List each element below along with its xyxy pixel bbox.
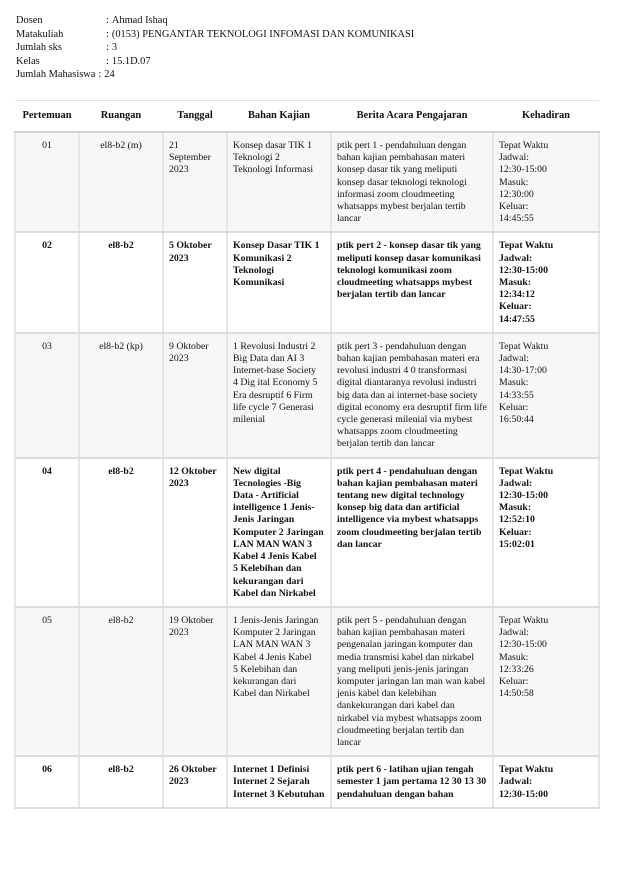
bahan-kajian-cell: 1 Revolusi Industri 2 Big Data dan AI 3 Internet-base Society 4 Dig ital Economy 5 Era desruptif 6 Firm life cycle 7 Generasi milenial (227, 333, 331, 458)
bahan-kajian-cell: Internet 1 Definisi Internet 2 Sejarah Internet 3 Kebutuhan (227, 756, 331, 808)
bahan-kajian-cell: New digital Tecnologies -Big Data - Artificial intelligence 1 Jenis- Jenis Jaringan Komputer 2 Jaringan LAN MAN WAN 3 Kabel 4 Jenis Kabel 5 Kelebihan dan kekurangan dari Kabel dan Nirkabel (227, 458, 331, 607)
tanggal-cell: 5 Oktober 2023 (163, 232, 227, 332)
berita-acara-cell: ptik pert 6 - latihan ujian tengah semester 1 jam pertama 12 30 13 30 pendahuluan dengan bahan (331, 756, 493, 808)
matakuliah-value: (0153) PENGANTAR TEKNOLOGI INFOMASI DAN KOMUNIKASI (111, 28, 415, 40)
berita-acara-cell: ptik pert 3 - pendahuluan dengan bahan kajian pembahasan materi era revolusi industri 4 0 transformasi digital diantaranya revolusi industri big data dan ai internet-base society digital economy era desruptif firm life cycle generasi milenial via mybest whatsapps zoom cloudmeeting berjalan tertib dan lancar (331, 333, 493, 458)
sks-value: 3 (111, 42, 118, 54)
table-row (15, 756, 599, 808)
mahasiswa-row (16, 68, 414, 82)
column-header-tanggal: Tanggal (163, 101, 227, 133)
table-row (15, 607, 599, 756)
bahan-kajian-cell: 1 Jenis-Jenis Jaringan Komputer 2 Jaringan LAN MAN WAN 3 Kabel 4 Jenis Kabel 5 Kelebihan dan kekurangan dari Kabel dan Nirkabel (227, 607, 331, 756)
dosen-row (16, 14, 414, 28)
ruangan-cell: el8-b2 (79, 458, 163, 607)
berita-acara-cell: ptik pert 4 - pendahuluan dengan bahan kajian pembahasan materi tentang new digital technology konsep big data dan artificial intelligence via mybest whatsapps zoom cloudmeeting berjalan tertib dan lancar (331, 458, 493, 607)
kehadiran-cell: Tepat Waktu Jadwal: 12:30-15:00 Masuk: 12:33:26 Keluar: 14:50:58 (493, 607, 599, 756)
mahasiswa-label: Jumlah Mahasiswa (16, 69, 96, 81)
tanggal-cell: 12 Oktober 2023 (163, 458, 227, 607)
separator: : (106, 15, 109, 26)
separator: : (106, 42, 109, 54)
tanggal-cell: 19 Oktober 2023 (163, 607, 227, 756)
kelas-value: 15.1D.07 (111, 55, 151, 67)
column-header-bahan-kajian: Bahan Kajian (227, 101, 331, 133)
ruangan-cell: el8-b2 (79, 232, 163, 332)
berita-acara-cell: ptik pert 5 - pendahuluan dengan bahan kajian pembahasan materi pengenalan jaringan komputer dan media transmisi kabel dan nirkabel yang meliputi jenis-jenis jaringan komputer jaringan lan man wan kabel jenis kabel dan kelebihan dankekurangan dari kabel dan nirkabel via mybest whatsapps zoom cloudmeeting berjalan tertib dan lancar (331, 607, 493, 756)
sks-label: Jumlah sks (16, 42, 62, 54)
tanggal-cell: 9 Oktober 2023 (163, 333, 227, 458)
pertemuan-cell: 03 (15, 333, 79, 458)
mahasiswa-value: 24 (104, 69, 115, 81)
bahan-kajian-cell: Konsep Dasar TIK 1 Komunikasi 2 Teknologi Komunikasi (227, 232, 331, 332)
ruangan-cell: el8-b2 (m) (79, 132, 163, 232)
ruangan-cell: el8-b2 (79, 607, 163, 756)
dosen-value: Ahmad Ishaq (111, 15, 168, 26)
pertemuan-cell: 04 (15, 458, 79, 607)
bahan-kajian-cell: Konsep dasar TIK 1 Teknologi 2 Teknologi Informasi (227, 132, 331, 232)
column-header-ruangan: Ruangan (79, 101, 163, 133)
ruangan-cell: el8-b2 (79, 756, 163, 808)
kehadiran-cell: Tepat Waktu Jadwal: 12:30-15:00 (493, 756, 599, 808)
berita-acara-cell: ptik pert 1 - pendahuluan dengan bahan kajian pembahasan materi konsep dasar tik yang meliputi konsep dasar teknologi teknologi informasi zoom cloudmeeting whatsapps mybest berjalan tertib lancar (331, 132, 493, 232)
column-header-kehadiran: Kehadiran (493, 101, 599, 133)
tanggal-cell: 26 Oktober 2023 (163, 756, 227, 808)
kehadiran-cell: Tepat Waktu Jadwal: 12:30-15:00 Masuk: 12:52:10 Keluar: 15:02:01 (493, 458, 599, 607)
kelas-row (16, 55, 414, 69)
matakuliah-row (16, 28, 414, 42)
table-row (15, 232, 599, 332)
kelas-label: Kelas (16, 55, 40, 67)
column-header-pertemuan: Pertemuan (15, 101, 79, 133)
kehadiran-cell: Tepat Waktu Jadwal: 12:30-15:00 Masuk: 12:30:00 Keluar: 14:45:55 (493, 132, 599, 232)
matakuliah-label: Matakuliah (16, 28, 64, 40)
document-header (16, 14, 414, 82)
table-row (15, 333, 599, 458)
attendance-table (14, 100, 600, 809)
separator: : (106, 55, 109, 67)
table-row (15, 132, 599, 232)
kehadiran-cell: Tepat Waktu Jadwal: 12:30-15:00 Masuk: 12:34:12 Keluar: 14:47:55 (493, 232, 599, 332)
kehadiran-cell: Tepat Waktu Jadwal: 14:30-17:00 Masuk: 14:33:55 Keluar: 16:50:44 (493, 333, 599, 458)
column-header-berita-acara: Berita Acara Pengajaran (331, 101, 493, 133)
pertemuan-cell: 02 (15, 232, 79, 332)
table-row (15, 458, 599, 607)
table-header-row (15, 101, 599, 133)
sks-row (16, 41, 414, 55)
separator: : (106, 28, 109, 40)
ruangan-cell: el8-b2 (kp) (79, 333, 163, 458)
pertemuan-cell: 05 (15, 607, 79, 756)
pertemuan-cell: 01 (15, 132, 79, 232)
tanggal-cell: 21 September 2023 (163, 132, 227, 232)
pertemuan-cell: 06 (15, 756, 79, 808)
berita-acara-cell: ptik pert 2 - konsep dasar tik yang meliputi konsep dasar komunikasi teknologi komunikasi zoom cloudmeeting whatsapps mybest berjalan tertib dan lancar (331, 232, 493, 332)
separator: : (98, 69, 102, 81)
dosen-label: Dosen (16, 15, 43, 26)
